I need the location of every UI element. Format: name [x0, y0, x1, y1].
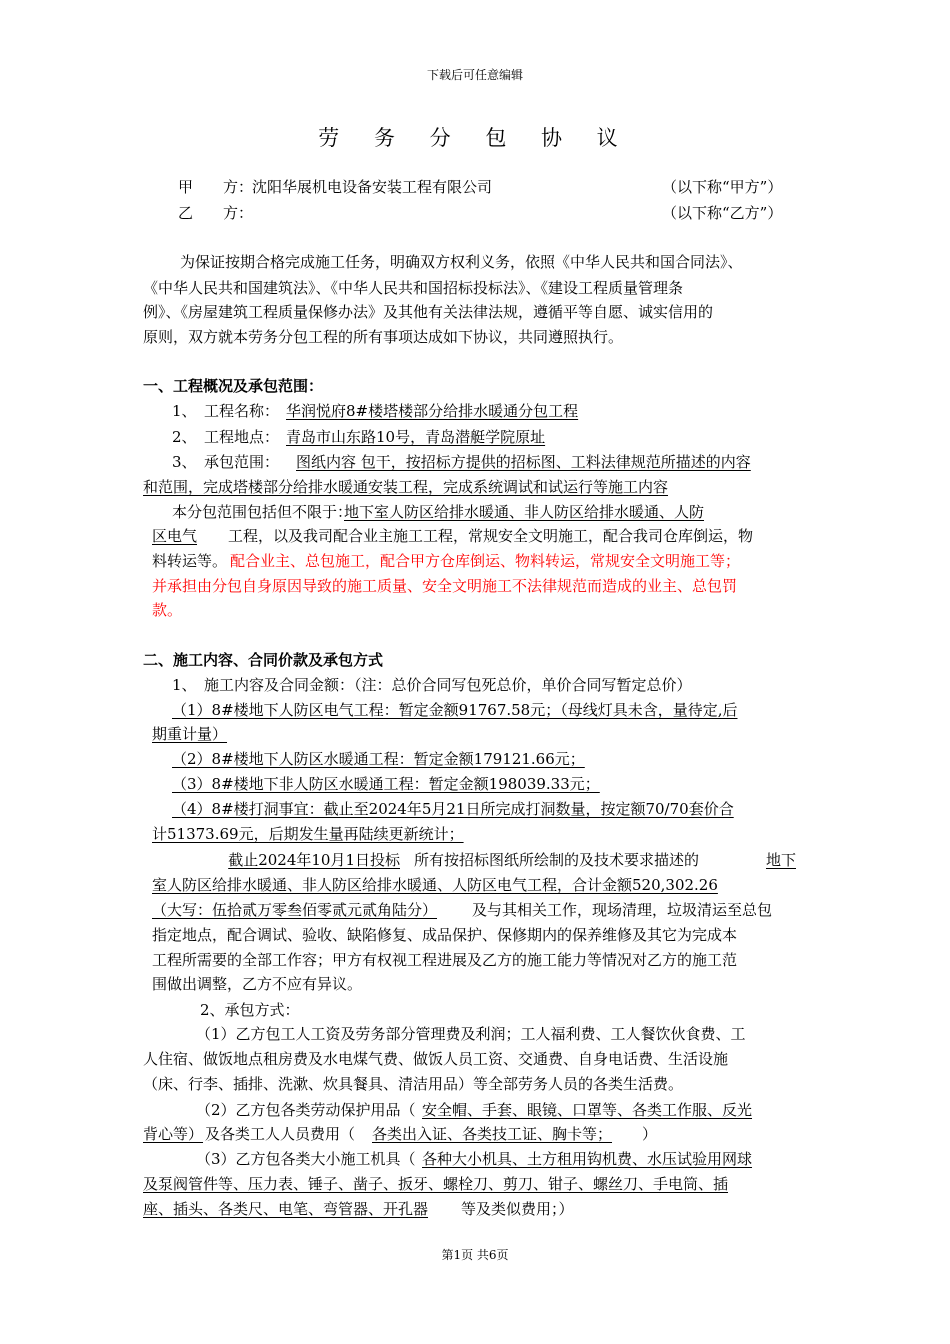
- total-scope: 地下: [765, 851, 796, 869]
- scope-red-text: 配合业主、总包施工，配合甲方仓库倒运、物料转运，常规安全文明施工等；: [230, 552, 741, 570]
- project-name: 华润悦府8#楼塔楼部分给排水暖通分包工程: [286, 402, 579, 420]
- price-item: （4）8#楼打洞事宜：截止至2024年5月21日所完成打洞数量，按定额70/70套价合: [172, 800, 734, 818]
- section2-heading: 二、施工内容、合同价款及承包方式: [143, 651, 384, 669]
- contract-clause: 人住宿、做饭地点租房费及水电煤气费、做饭人员工资、交通费、自身电话费、生活设施: [143, 1050, 729, 1068]
- scope-items: 区电气: [152, 527, 198, 545]
- total-text: 工程所需要的全部工作容；甲方有权视工程进展及乙方的施工能力等情况对乙方的施工范: [152, 951, 738, 969]
- protective-items: 安全帽、手套、眼镜、口罩等、各类工作服、反光: [422, 1101, 753, 1119]
- contract-clause: （2）乙方包各类劳动保护用品（: [196, 1101, 416, 1119]
- preamble-line: 原则，双方就本劳务分包工程的所有事项达成如下协议，共同遵照执行。: [143, 328, 624, 346]
- price-item: （2）8#楼地下人防区水暖通工程：暂定金额179121.66元；: [172, 750, 585, 768]
- party-b-alias: （以下称“乙方”）: [662, 204, 783, 222]
- contract-clause: 等及类似费用；）: [461, 1200, 574, 1218]
- scope-value: 和范围，完成塔楼部分给排水暖通安装工程，完成系统调试和试运行等施工内容: [143, 478, 669, 496]
- contract-clause: （3）乙方包各类大小施工机具（: [196, 1150, 416, 1168]
- total-text: 所有按招标图纸所绘制的及技术要求描述的: [414, 851, 700, 869]
- item2-label: 2、 工程地点：: [172, 428, 280, 446]
- total-amount-words: （大写：伍拾贰万零叁佰零贰元贰角陆分）: [152, 901, 438, 919]
- party-b-label: 乙 方：: [178, 204, 254, 222]
- total-scope: 室人防区给排水暖通、非人防区给排水暖通、人防区电气工程，合计金额520,302.26: [152, 876, 718, 894]
- scope-intro: 本分包范围包括但不限于：: [172, 503, 353, 521]
- tool-items: 各种大小机具、土方租用钩机费、水压试验用网球: [422, 1150, 753, 1168]
- total-text: 指定地点，配合调试、验收、缺陷修复、成品保护、保修期内的保养维修及其它为完成本: [152, 926, 738, 944]
- item1-label: 1、 工程名称：: [172, 402, 280, 420]
- total-date: 截止2024年10月1日投标: [228, 851, 400, 869]
- section2-item1: 1、 施工内容及合同金额：（注：总价合同写包死总价，单价合同写暂定总价）: [172, 676, 692, 694]
- party-a-alias: （以下称“甲方”）: [662, 178, 783, 196]
- preamble-line: 为保证按期合格完成施工任务，明确双方权利义务，依照《中华人民共和国合同法》、: [180, 253, 743, 271]
- contract-clause: （床、行李、插排、洗漱、炊具餐具、清洁用品）等全部劳务人员的各类生活费。: [143, 1075, 684, 1093]
- document-title: 劳 务 分 包 协 议: [318, 126, 632, 150]
- total-text: 围做出调整，乙方不应有异议。: [152, 975, 363, 993]
- price-item: 计51373.69元，后期发生量再陆续更新统计；: [152, 825, 464, 843]
- contract-clause: （1）乙方包工人工资及劳务部分管理费及利润；工人福利费、工人餐饮伙食费、工: [196, 1025, 746, 1043]
- scope-text: 工程，以及我司配合业主施工工程，常规安全文明施工，配合我司仓库倒运，物: [228, 527, 754, 545]
- section1-heading: 一、工程概况及承包范围：: [143, 377, 324, 395]
- price-item: （1）8#楼地下人防区电气工程：暂定金额91767.58元；（母线灯具未含，量待定,后: [172, 701, 738, 719]
- price-item: （3）8#楼地下非人防区水暖通工程：暂定金额198039.33元；: [172, 775, 600, 793]
- worker-docs: 各类出入证、各类技工证、胸卡等；: [372, 1125, 613, 1143]
- contract-clause: 及各类工人人员费用（: [205, 1125, 356, 1143]
- project-location: 青岛市山东路10号，青岛潜艇学院原址: [286, 428, 546, 446]
- party-a-label: 甲 方：: [178, 178, 254, 196]
- scope-items: 地下室人防区给排水暖通、非人防区给排水暖通、人防: [344, 503, 705, 521]
- scope-red-text: 并承担由分包自身原因导致的施工质量、安全文明施工不法律规范而造成的业主、总包罚: [152, 577, 738, 595]
- page-number: 第1页 共6页: [441, 1248, 509, 1262]
- scope-text: 料转运等。: [152, 552, 228, 570]
- section2-item2: 2、承包方式：: [200, 1001, 300, 1019]
- contract-clause: ）: [642, 1125, 658, 1143]
- price-item: 期重计量）: [152, 725, 228, 743]
- tool-items: 及泵阀管件等、压力表、锤子、凿子、扳牙、螺栓刀、剪刀、钳子、螺丝刀、手电筒、插: [143, 1175, 729, 1193]
- download-note: 下载后可任意编辑: [426, 68, 523, 82]
- protective-items: 背心等）: [143, 1125, 204, 1143]
- preamble-line: 例》、《房屋建筑工程质量保修办法》及其他有关法律法规，遵循平等自愿、诚实信用的: [143, 303, 714, 321]
- party-a-name: 沈阳华展机电设备安装工程有限公司: [252, 178, 493, 196]
- scope-red-text: 款。: [152, 601, 183, 619]
- total-text: 及与其相关工作，现场清理，垃圾清运至总包: [472, 901, 773, 919]
- scope-value: 图纸内容 包干，按招标方提供的招标图、工料法律规范所描述的内容: [296, 453, 751, 471]
- item3-label: 3、 承包范围：: [172, 453, 280, 471]
- tool-items: 座、插头、各类尺、电笔、弯管器、开孔器: [143, 1200, 429, 1218]
- preamble-line: 《中华人民共和国建筑法》、《中华人民共和国招标投标法》、《建设工程质量管理条: [143, 279, 684, 297]
